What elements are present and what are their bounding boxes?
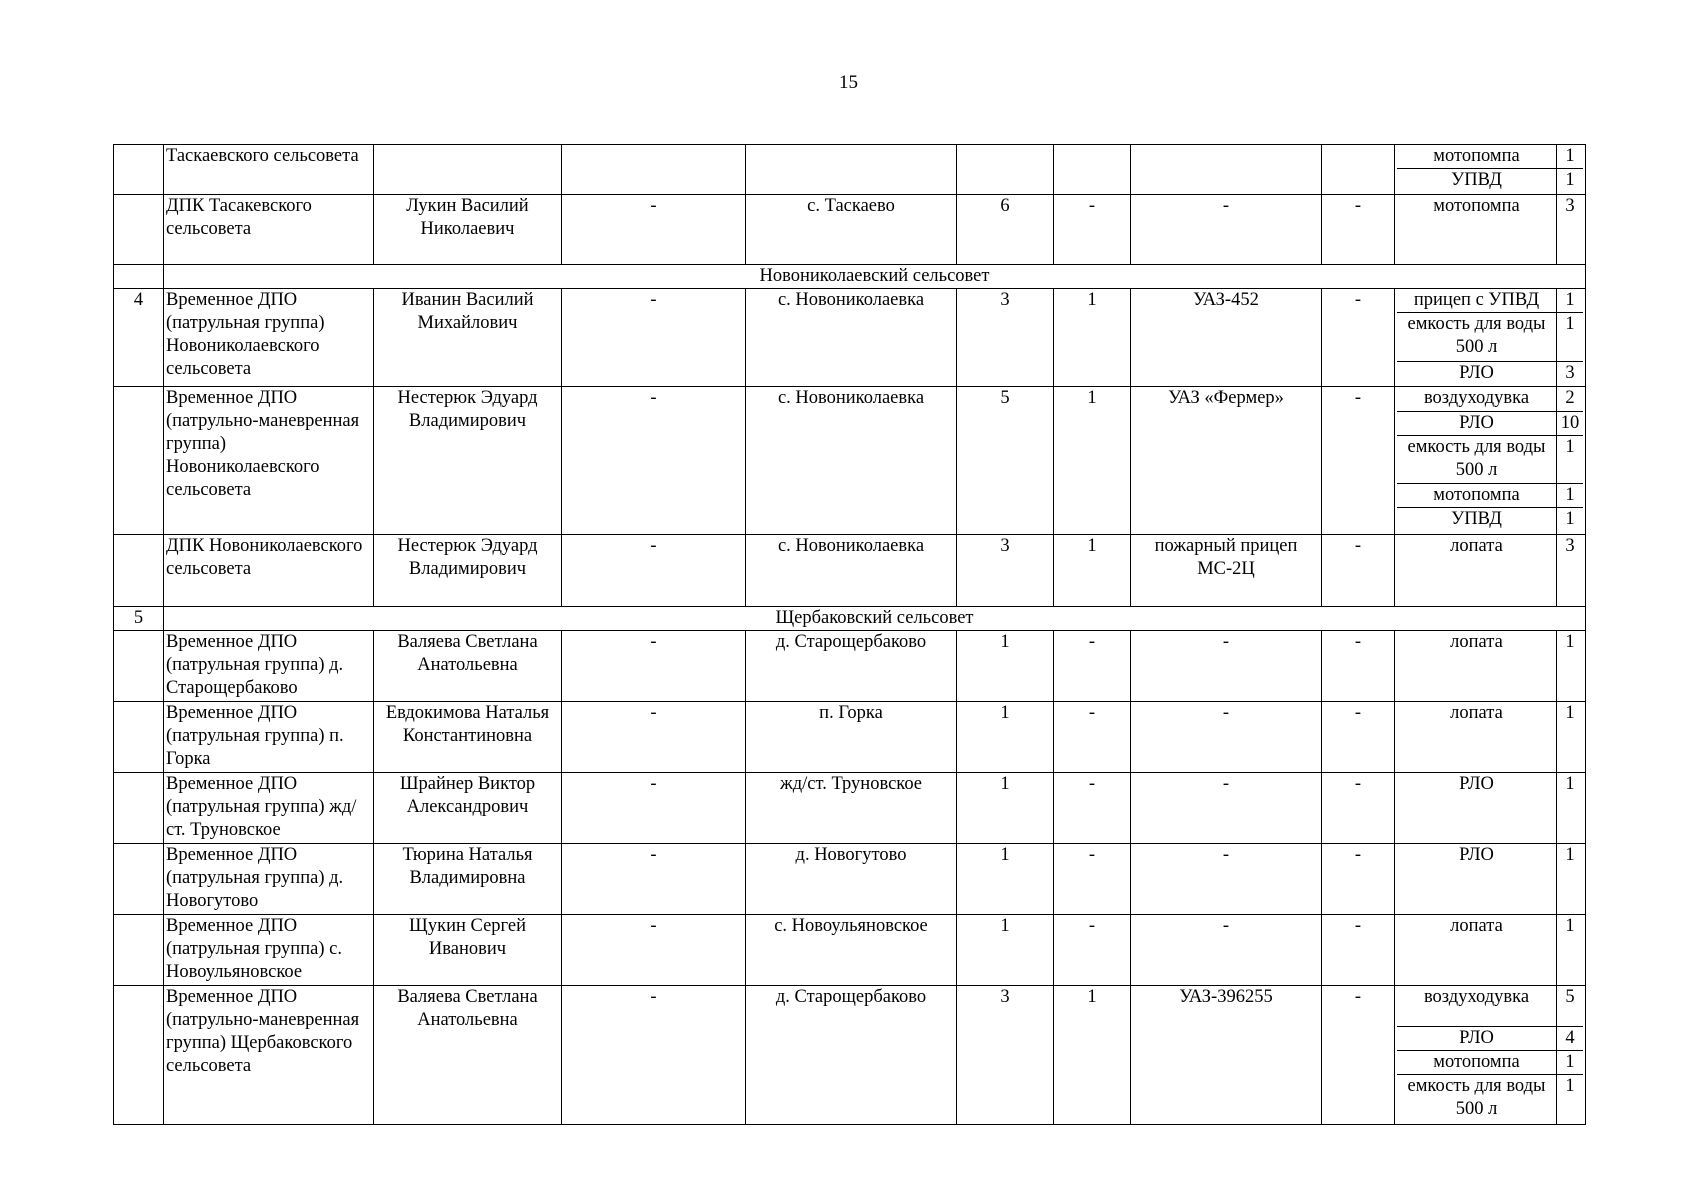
- equipment-cell: [1395, 773, 1586, 844]
- other-equipment: -: [1322, 631, 1395, 702]
- equipment-item: [1397, 435, 1583, 483]
- vehicle-model: -: [1131, 773, 1322, 844]
- equipment-cell: [1395, 387, 1586, 535]
- row-number: [114, 535, 164, 607]
- other-equipment: -: [1322, 844, 1395, 915]
- table-row: [114, 986, 1586, 1125]
- equipment-name: емкость для воды 500 л: [1397, 435, 1557, 483]
- equipment-cell: [1395, 535, 1586, 607]
- equipment-item: [1397, 289, 1583, 313]
- phone: -: [562, 986, 746, 1125]
- vehicle-model: пожарный прицеп МС-2Ц: [1131, 535, 1322, 607]
- equipment-name: УПВД: [1397, 169, 1557, 194]
- row-number: [114, 387, 164, 535]
- row-number: [114, 915, 164, 986]
- people-count: 3: [957, 288, 1054, 387]
- unit-name: Временное ДПО (патрульная группа) Новониколаевского сельсовета: [164, 288, 374, 387]
- phone: -: [562, 844, 746, 915]
- equipment-name: воздуходувка: [1397, 986, 1557, 1026]
- head-name: Тюрина Наталья Владимировна: [374, 844, 562, 915]
- equipment-item: [1397, 361, 1583, 386]
- table-row: [114, 773, 1586, 844]
- equipment-qty: 1: [1557, 435, 1584, 483]
- equipment-item: [1397, 169, 1583, 194]
- equipment-item: [1397, 483, 1583, 507]
- other-equipment: -: [1322, 387, 1395, 535]
- row-number: [114, 844, 164, 915]
- head-name: Иванин Василий Михайлович: [374, 288, 562, 387]
- table-row: [114, 194, 1586, 264]
- equipment-item: [1397, 507, 1583, 534]
- equipment-name: УПВД: [1397, 507, 1557, 534]
- people-count: 1: [957, 915, 1054, 986]
- people-count: 3: [957, 986, 1054, 1125]
- vehicle-model: УАЗ «Фермер»: [1131, 387, 1322, 535]
- vehicle-model: -: [1131, 631, 1322, 702]
- equipment-qty: 1: [1557, 312, 1584, 361]
- head-name: Валяева Светлана Анатольевна: [374, 631, 562, 702]
- phone: -: [562, 535, 746, 607]
- equipment-name: лопата: [1397, 631, 1557, 701]
- equipment-qty: 4: [1557, 1026, 1584, 1050]
- people-count: 5: [957, 387, 1054, 535]
- phone: -: [562, 631, 746, 702]
- equipment-cell: [1395, 194, 1586, 264]
- equipment-cell: [1395, 844, 1586, 915]
- people-count: 1: [957, 631, 1054, 702]
- unit-name: Временное ДПО (патрульная группа) с. Новоульяновское: [164, 915, 374, 986]
- unit-name: Временное ДПО (патрульная группа) д. Старощербаково: [164, 631, 374, 702]
- equipment-list: [1397, 915, 1583, 985]
- vehicle-model: -: [1131, 702, 1322, 773]
- equipment-qty: 3: [1565, 536, 1575, 556]
- row-number: 4: [114, 288, 164, 387]
- section-row: [114, 607, 1586, 631]
- vehicle-model: -: [1131, 915, 1322, 986]
- vehicle-model: -: [1131, 844, 1322, 915]
- locality: с. Новониколаевка: [746, 387, 957, 535]
- equipment-qty: 1: [1565, 774, 1575, 794]
- head-name: Нестерюк Эдуард Владимирович: [374, 535, 562, 607]
- people-count: 6: [957, 194, 1054, 264]
- locality: [746, 145, 957, 195]
- equipment-name: мотопомпа: [1397, 1050, 1557, 1074]
- row-number: [114, 773, 164, 844]
- people-count: 1: [957, 702, 1054, 773]
- equipment-qty: 1: [1557, 1050, 1584, 1074]
- head-name: Евдокимова Наталья Константиновна: [374, 702, 562, 773]
- table-row: [114, 631, 1586, 702]
- equipment-name: РЛО: [1397, 773, 1557, 843]
- equipment-qty: 10: [1557, 411, 1584, 435]
- section-title: Новониколаевский сельсовет: [164, 264, 1586, 288]
- equipment-item: [1397, 702, 1583, 772]
- phone: -: [562, 194, 746, 264]
- vehicle-model: УАЗ-452: [1131, 288, 1322, 387]
- page-number: 15: [839, 72, 858, 93]
- unit-name: Временное ДПО (патрульная группа) д. Новогутово: [164, 844, 374, 915]
- equipment-item: [1397, 844, 1583, 914]
- equipment-item: [1397, 1074, 1583, 1124]
- people-count: [957, 145, 1054, 195]
- table-row: [114, 702, 1586, 773]
- other-equipment: -: [1322, 773, 1395, 844]
- equipment-list: [1397, 844, 1583, 914]
- equipment-item: [1397, 1050, 1583, 1074]
- table-row: [114, 844, 1586, 915]
- equipment-name: РЛО: [1397, 1026, 1557, 1050]
- equipment-name: мотопомпа: [1397, 195, 1557, 264]
- equipment-name: мотопомпа: [1397, 145, 1557, 169]
- equipment-qty: 1: [1565, 170, 1575, 190]
- head-name: Нестерюк Эдуард Владимирович: [374, 387, 562, 535]
- unit-name: Временное ДПО (патрульно-маневренная группа) Щербаковского сельсовета: [164, 986, 374, 1125]
- vehicle-count: -: [1054, 773, 1131, 844]
- equipment-item: [1397, 145, 1583, 169]
- equipment-cell: [1395, 288, 1586, 387]
- unit-name: Временное ДПО (патрульная группа) жд/ст. Труновское: [164, 773, 374, 844]
- other-equipment: -: [1322, 915, 1395, 986]
- people-count: 1: [957, 773, 1054, 844]
- phone: -: [562, 915, 746, 986]
- equipment-qty: 5: [1557, 986, 1584, 1026]
- equipment-cell: [1395, 702, 1586, 773]
- locality: д. Старощербаково: [746, 986, 957, 1125]
- row-number: [114, 702, 164, 773]
- equipment-qty: 1: [1565, 632, 1575, 652]
- unit-name: Таскаевского сельсовета: [164, 145, 374, 195]
- equipment-name: РЛО: [1397, 411, 1557, 435]
- equipment-list: [1397, 702, 1583, 772]
- vehicle-count: -: [1054, 915, 1131, 986]
- people-count: 1: [957, 844, 1054, 915]
- vehicle-count: -: [1054, 702, 1131, 773]
- equipment-item: [1397, 915, 1583, 985]
- vehicle-count: 1: [1054, 535, 1131, 607]
- equipment-qty: 1: [1565, 1075, 1575, 1096]
- row-number: [114, 145, 164, 195]
- equipment-name: емкость для воды 500 л: [1397, 312, 1557, 361]
- equipment-item: [1397, 986, 1583, 1026]
- equipment-name: прицеп с УПВД: [1397, 289, 1557, 313]
- equipment-cell: [1395, 915, 1586, 986]
- table-row: [114, 535, 1586, 607]
- locality: с. Таскаево: [746, 194, 957, 264]
- equipment-qty: 1: [1565, 845, 1575, 865]
- equipment-item: [1397, 411, 1583, 435]
- people-count: 3: [957, 535, 1054, 607]
- equipment-list: [1397, 195, 1583, 264]
- table-row: [114, 915, 1586, 986]
- other-equipment: -: [1322, 194, 1395, 264]
- row-number: [114, 631, 164, 702]
- phone: [562, 145, 746, 195]
- equipment-qty: 1: [1557, 483, 1584, 507]
- head-name: Щукин Сергей Иванович: [374, 915, 562, 986]
- other-equipment: -: [1322, 702, 1395, 773]
- equipment-name: РЛО: [1397, 844, 1557, 914]
- phone: -: [562, 387, 746, 535]
- section-row: [114, 264, 1586, 288]
- phone: -: [562, 288, 746, 387]
- locality: д. Старощербаково: [746, 631, 957, 702]
- head-name: Валяева Светлана Анатольевна: [374, 986, 562, 1125]
- locality: с. Новоульяновское: [746, 915, 957, 986]
- equipment-list: [1397, 535, 1583, 606]
- equipment-name: емкость для воды 500 л: [1397, 1074, 1557, 1124]
- equipment-cell: [1395, 631, 1586, 702]
- vehicle-count: -: [1054, 194, 1131, 264]
- equipment-cell: [1395, 145, 1586, 195]
- vehicle-count: [1054, 145, 1131, 195]
- equipment-list: [1397, 289, 1583, 387]
- locality: п. Горка: [746, 702, 957, 773]
- table-row: [114, 145, 1586, 195]
- equipment-qty: 1: [1557, 289, 1584, 313]
- table-row: [114, 288, 1586, 387]
- head-name: Шрайнер Виктор Александрович: [374, 773, 562, 844]
- row-number: 5: [114, 607, 164, 631]
- equipment-item: [1397, 387, 1583, 411]
- vehicle-count: -: [1054, 844, 1131, 915]
- locality: д. Новогутово: [746, 844, 957, 915]
- equipment-item: [1397, 195, 1583, 264]
- row-number: [114, 986, 164, 1125]
- vehicle-model: -: [1131, 194, 1322, 264]
- other-equipment: -: [1322, 288, 1395, 387]
- fire-units-table: [113, 144, 1586, 1125]
- equipment-name: лопата: [1397, 702, 1557, 772]
- unit-name: Временное ДПО (патрульная группа) п. Горка: [164, 702, 374, 773]
- vehicle-count: -: [1054, 631, 1131, 702]
- unit-name: ДПК Новониколаевского сельсовета: [164, 535, 374, 607]
- equipment-list: [1397, 145, 1583, 194]
- table-row: [114, 387, 1586, 535]
- vehicle-count: 1: [1054, 288, 1131, 387]
- vehicle-model: УАЗ-396255: [1131, 986, 1322, 1125]
- unit-name: ДПК Тасакевского сельсовета: [164, 194, 374, 264]
- equipment-qty: 3: [1565, 195, 1575, 216]
- other-equipment: -: [1322, 986, 1395, 1125]
- equipment-qty: 1: [1565, 916, 1575, 936]
- other-equipment: -: [1322, 535, 1395, 607]
- equipment-name: мотопомпа: [1397, 483, 1557, 507]
- vehicle-count: 1: [1054, 387, 1131, 535]
- other-equipment: [1322, 145, 1395, 195]
- equipment-name: РЛО: [1397, 361, 1557, 386]
- equipment-item: [1397, 773, 1583, 843]
- equipment-item: [1397, 535, 1583, 606]
- row-number: [114, 194, 164, 264]
- section-title: Щербаковский сельсовет: [164, 607, 1586, 631]
- equipment-list: [1397, 773, 1583, 843]
- equipment-cell: [1395, 986, 1586, 1125]
- equipment-qty: 1: [1557, 145, 1584, 169]
- vehicle-model: [1131, 145, 1322, 195]
- locality: жд/ст. Труновское: [746, 773, 957, 844]
- locality: с. Новониколаевка: [746, 535, 957, 607]
- equipment-qty: 3: [1565, 362, 1575, 383]
- equipment-name: воздуходувка: [1397, 387, 1557, 411]
- equipment-item: [1397, 1026, 1583, 1050]
- equipment-item: [1397, 631, 1583, 701]
- equipment-qty: 1: [1565, 508, 1575, 529]
- vehicle-count: 1: [1054, 986, 1131, 1125]
- head-name: Лукин Василий Николаевич: [374, 194, 562, 264]
- equipment-list: [1397, 387, 1583, 534]
- equipment-name: лопата: [1397, 915, 1557, 985]
- head-name: [374, 145, 562, 195]
- locality: с. Новониколаевка: [746, 288, 957, 387]
- equipment-name: лопата: [1397, 535, 1557, 606]
- equipment-list: [1397, 631, 1583, 701]
- equipment-qty: 1: [1565, 703, 1575, 723]
- equipment-item: [1397, 312, 1583, 361]
- phone: -: [562, 702, 746, 773]
- unit-name: Временное ДПО (патрульно-маневренная группа) Новониколаевского сельсовета: [164, 387, 374, 535]
- equipment-qty: 2: [1557, 387, 1584, 411]
- phone: -: [562, 773, 746, 844]
- equipment-list: [1397, 986, 1583, 1124]
- row-number: [114, 264, 164, 288]
